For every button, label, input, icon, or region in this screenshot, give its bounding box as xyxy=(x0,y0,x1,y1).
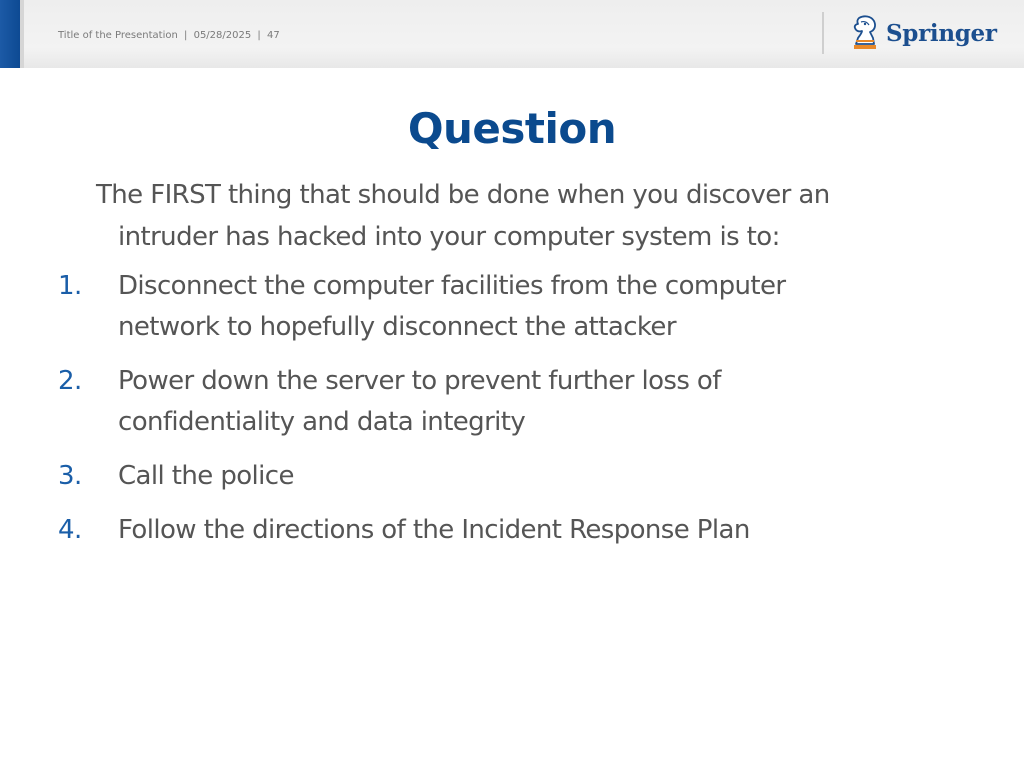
springer-horse-chess-knight-icon xyxy=(850,14,880,52)
question-intro xyxy=(96,174,956,258)
option-text-line2: network to hopefully disconnect the attacker xyxy=(118,312,676,342)
answer-option-4 xyxy=(58,510,958,551)
presentation-date: 05/28/2025 xyxy=(193,30,252,41)
option-text-line1: Follow the directions of the Incident Response Plan xyxy=(118,515,750,545)
slide-header xyxy=(0,0,1024,68)
header-info xyxy=(58,30,280,41)
option-text-line1: Disconnect the computer facilities from the computer xyxy=(118,271,786,301)
page-number: 47 xyxy=(266,30,280,41)
header-divider xyxy=(822,12,824,54)
question-intro-line2: intruder has hacked into your computer system is to: xyxy=(118,222,780,252)
springer-logo xyxy=(850,14,997,54)
option-number: 2. xyxy=(58,366,82,396)
header-separator: | xyxy=(257,30,261,41)
option-number: 1. xyxy=(58,271,82,301)
presentation-title: Title of the Presentation xyxy=(58,30,178,41)
answer-option-1 xyxy=(58,266,958,348)
answer-option-3 xyxy=(58,456,958,497)
header-accent-bar xyxy=(0,0,20,68)
header-accent-edge xyxy=(20,0,24,68)
option-text-line1: Call the police xyxy=(118,461,294,491)
option-number: 4. xyxy=(58,515,82,545)
option-text-line1: Power down the server to prevent further loss of xyxy=(118,366,721,396)
header-separator: | xyxy=(184,30,188,41)
logo-wordmark: Springer xyxy=(886,20,997,47)
answer-option-2 xyxy=(58,361,958,443)
option-number: 3. xyxy=(58,461,82,491)
question-intro-line1: The FIRST thing that should be done when you discover an xyxy=(96,180,830,210)
option-text-line2: confidentiality and data integrity xyxy=(118,407,526,437)
slide-title: Question xyxy=(407,104,617,153)
